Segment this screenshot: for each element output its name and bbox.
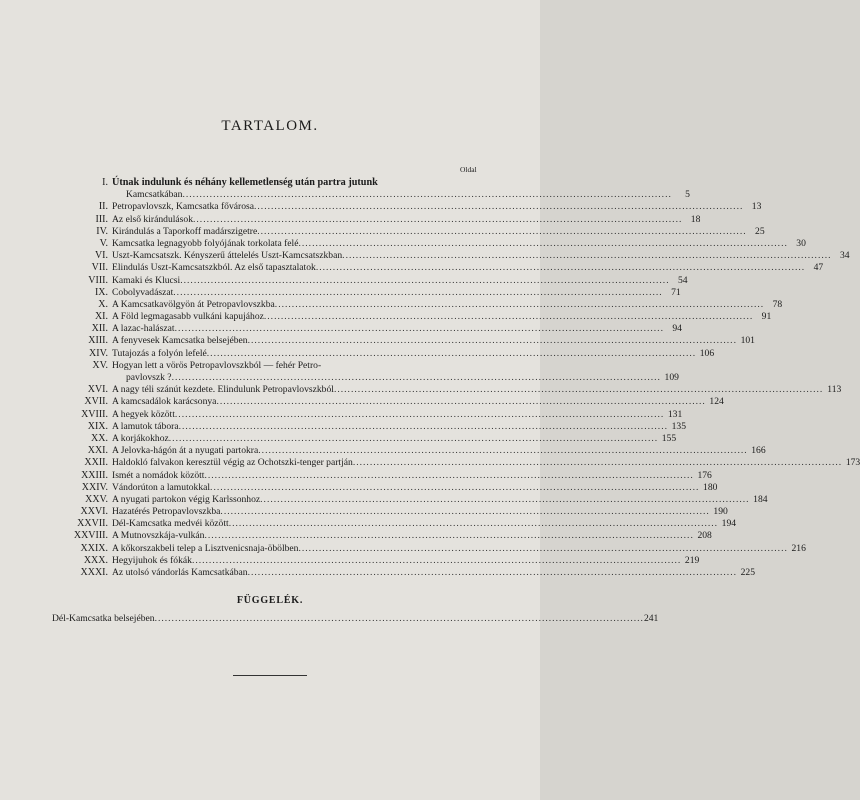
chapter-number: XX.	[91, 432, 108, 444]
chapter-title: Ismét a nomádok között	[112, 469, 205, 481]
dot-leader: ................................................................................................................................................	[182, 189, 672, 201]
chapter-number: IX.	[94, 286, 108, 298]
chapter-title: Vándorúton a lamutokkal	[112, 481, 211, 493]
page-number: 5	[685, 189, 690, 201]
chapter-entry	[112, 250, 850, 262]
dot-leader: ................................................................................................................................................	[220, 506, 710, 518]
dot-leader: ................................................................................................................................................	[174, 323, 664, 335]
chapter-number: VII.	[91, 262, 108, 274]
chapter-entry	[112, 493, 768, 506]
chapter-title: A nyugati partokon végig Karlssonhoz	[112, 493, 261, 505]
toc-row	[56, 420, 686, 433]
chapter-entry	[112, 469, 712, 482]
chapter-entry	[112, 396, 724, 408]
page-number: 34	[839, 250, 850, 262]
dot-leader: ................................................................................................................................................	[193, 213, 683, 225]
chapter-number: XXV.	[85, 493, 108, 505]
page-number: 173	[845, 457, 860, 469]
chapter-title: Cobolyvadászat	[112, 286, 174, 298]
toc-row	[56, 335, 755, 347]
toc-row	[56, 457, 860, 469]
chapter-number: XV.	[92, 359, 108, 371]
appendix-entry-page: 241	[643, 613, 659, 624]
toc-row	[56, 262, 824, 274]
chapter-entry	[112, 213, 701, 226]
toc-row	[56, 189, 690, 201]
chapter-title: Hazatérés Petropavlovszkba	[112, 506, 221, 518]
toc-row	[56, 213, 701, 226]
dot-leader: ................................................................................................................................................	[204, 530, 694, 542]
chapter-entry	[112, 420, 686, 433]
chapter-number: XXIX.	[80, 542, 108, 554]
chapter-number: XXVIII.	[73, 530, 108, 542]
chapter-number: V.	[99, 237, 108, 249]
dot-leader: ................................................................................................................................................	[174, 408, 665, 420]
toc-row	[56, 518, 737, 530]
toc-row	[56, 493, 768, 506]
chapter-title: A lamutok tábora	[112, 420, 179, 432]
chapter-entry	[112, 347, 715, 360]
chapter-number: XVII.	[84, 396, 108, 408]
chapter-number: III.	[95, 213, 108, 225]
toc-row	[56, 250, 850, 262]
toc-row	[56, 396, 724, 408]
chapter-number: II.	[98, 201, 108, 213]
toc-row	[56, 347, 715, 360]
toc-row	[56, 201, 762, 213]
chapter-number: VI.	[94, 250, 108, 262]
chapter-entry	[126, 372, 679, 384]
toc-row	[56, 506, 728, 518]
toc-row	[56, 445, 766, 457]
toc-row	[56, 323, 682, 335]
chapter-title: Hogyan lett a vörös Petropavlovszkból — fehér Petro-	[112, 359, 322, 371]
chapter-entry	[112, 530, 712, 542]
chapter-entry	[112, 481, 718, 494]
appendix-entry	[52, 613, 659, 624]
toc-row	[56, 408, 683, 421]
chapter-title: pavlovszk ?	[126, 372, 172, 383]
dot-leader: ................................................................................................................................................	[274, 298, 765, 310]
chapter-entry	[112, 274, 688, 287]
chapter-entry	[112, 311, 772, 323]
chapter-title: Petropavlovszk, Kamcsatka fővárosa	[112, 201, 254, 213]
chapter-title: Kirándulás a Taporkoff madárszigetre	[112, 225, 258, 237]
toc-row	[56, 177, 486, 189]
page-number: 113	[827, 384, 842, 396]
dot-leader: ................................................................................................................................................	[315, 262, 806, 274]
appendix-heading: FÜGGELÉK.	[236, 595, 304, 606]
dot-leader: ................................................................................................................................................	[228, 518, 719, 530]
page-title: TARTALOM.	[221, 118, 319, 134]
dot-leader: ................................................................................................................................................	[180, 274, 670, 286]
chapter-number: IV.	[96, 225, 108, 237]
dot-leader: ................................................................................................................................................	[168, 432, 659, 444]
dot-leader: ................................................................................................................................................	[216, 396, 706, 408]
chapter-title: Hegyijuhok és fókák	[112, 554, 192, 566]
chapter-title: A nagy téli szánút kezdete. Elindulunk Petropavlovszkból	[112, 384, 334, 396]
chapter-title: Kamaki és Klucsi	[112, 274, 181, 286]
chapter-number: XII.	[91, 323, 108, 335]
chapter-entry	[112, 554, 700, 567]
toc-row	[56, 432, 677, 445]
chapter-number: XIV.	[89, 347, 108, 359]
chapter-entry	[112, 262, 824, 274]
chapter-entry	[126, 189, 690, 201]
toc-row	[56, 554, 700, 567]
dot-leader: ................................................................................................................................................	[173, 286, 663, 298]
chapter-entry	[112, 237, 806, 250]
page-number: 194	[721, 518, 737, 530]
dot-leader: ................................................................................................................................................	[258, 445, 748, 457]
chapter-title: A Föld legmagasabb vulkáni kapujához	[112, 311, 264, 323]
chapter-entry	[112, 518, 737, 530]
toc-row	[56, 225, 765, 238]
page-number: 166	[751, 445, 766, 457]
chapter-title: A Mutnovszkája-vulkán	[112, 530, 205, 542]
chapter-number: XVI.	[87, 384, 108, 396]
appendix-entry-leader: ................................................................................................................................................	[154, 613, 644, 624]
dot-leader: ................................................................................................................................................	[260, 493, 750, 505]
end-rule	[233, 675, 307, 676]
page-number: 180	[703, 481, 718, 493]
dot-leader: ................................................................................................................................................	[210, 481, 700, 493]
chapter-number: XVIII.	[81, 408, 108, 420]
page-number: 91	[761, 311, 772, 323]
chapter-title: A kőkorszakbeli telep a Lisztvenicsnaja-öbölben	[112, 542, 299, 554]
dot-leader: ................................................................................................................................................	[342, 250, 832, 262]
chapter-number: XIII.	[88, 335, 108, 347]
toc-row	[56, 360, 486, 372]
chapter-entry	[112, 323, 682, 335]
page-number: 30	[796, 237, 806, 249]
chapter-entry	[112, 384, 842, 396]
toc-row	[56, 372, 679, 384]
dot-leader: ................................................................................................................................................	[298, 542, 788, 554]
page-number: 94	[672, 323, 682, 335]
chapter-title: A kamcsadálok karácsonya	[112, 396, 217, 408]
chapter-number: I.	[102, 177, 108, 188]
chapter-entry	[112, 567, 755, 579]
chapter-number: VIII.	[88, 274, 108, 286]
toc-row	[56, 237, 806, 250]
chapter-number: XXXI.	[80, 567, 108, 578]
toc-row	[56, 567, 755, 579]
toc-row	[56, 384, 842, 396]
toc-row	[56, 298, 783, 311]
chapter-entry	[112, 408, 683, 421]
dot-leader: ................................................................................................................................................	[257, 225, 747, 237]
dot-leader: ................................................................................................................................................	[206, 347, 697, 359]
page-number: 155	[661, 432, 677, 444]
page-number: 124	[709, 396, 724, 408]
chapter-number: X.	[98, 298, 108, 310]
dot-leader: ................................................................................................................................................	[204, 469, 694, 481]
chapter-title: A korjákokhoz	[112, 432, 169, 444]
page-number: 25	[755, 225, 765, 237]
chapter-entry	[112, 457, 860, 469]
page-number: 225	[740, 567, 755, 578]
toc-row	[56, 286, 681, 299]
chapter-number: XXII.	[84, 457, 108, 469]
page-number: 184	[753, 493, 768, 505]
chapter-title: Kamcsatka legnagyobb folyójának torkolata felé	[112, 237, 299, 249]
page-column-label: Oldal	[460, 165, 477, 174]
toc-row	[56, 311, 772, 323]
page-number: 135	[671, 420, 686, 432]
chapter-title: Elindulás Uszt-Kamcsatszkból. Az első tapasztalatok	[112, 262, 316, 274]
page-number: 190	[713, 506, 728, 518]
dot-leader: ................................................................................................................................................	[298, 237, 788, 249]
page-number: 131	[667, 408, 683, 420]
chapter-title: Haldokló falvakon keresztül végig az Ochotszki-tenger partján	[112, 457, 353, 469]
page-number: 208	[697, 530, 712, 542]
chapter-entry	[112, 286, 681, 299]
chapter-entry	[112, 335, 755, 347]
page-number: 101	[740, 335, 755, 347]
chapter-title: Tutajozás a folyón lefelé	[112, 347, 207, 359]
chapter-number: XXVII.	[77, 518, 108, 530]
appendix-entry-text: Dél-Kamcsatka belsejében	[52, 613, 155, 624]
chapter-title: A lazac-halászat	[112, 323, 175, 335]
dot-leader: ................................................................................................................................................	[254, 201, 744, 213]
chapter-number: XXVI.	[80, 506, 108, 518]
chapter-number: XXI.	[87, 445, 108, 457]
dot-leader: ................................................................................................................................................	[171, 372, 661, 383]
chapter-entry	[112, 298, 783, 311]
page-number: 216	[791, 542, 806, 554]
chapter-number: XIX.	[87, 420, 108, 432]
toc-row	[56, 530, 712, 542]
chapter-title: Uszt-Kamcsatszk. Kényszerű áttelelés Uszt-Kamcsatszkban	[112, 250, 343, 262]
page-number: 78	[772, 298, 783, 310]
page-number: 176	[697, 469, 712, 481]
chapter-entry	[112, 201, 762, 213]
table-of-contents	[56, 177, 860, 579]
page-number: 71	[671, 286, 681, 298]
dot-leader: ................................................................................................................................................	[263, 311, 754, 323]
chapter-title: Dél-Kamcsatka medvéi között	[112, 518, 229, 530]
toc-row	[56, 469, 712, 482]
page-number: 18	[690, 213, 701, 225]
chapter-title: Útnak indulunk és néhány kellemetlenség után partra jutunk	[112, 177, 378, 188]
chapter-title: Az utolsó vándorlás Kamcsatkában	[112, 567, 248, 578]
chapter-entry	[112, 542, 806, 555]
chapter-number: XI.	[94, 311, 108, 323]
chapter-entry	[112, 360, 486, 372]
dot-leader: ................................................................................................................................................	[178, 420, 668, 432]
chapter-title: A fenyvesek Kamcsatka belsejében	[112, 335, 248, 347]
chapter-entry	[112, 225, 765, 238]
toc-row	[56, 481, 718, 494]
page-number: 13	[751, 201, 762, 213]
chapter-title: Az első kirándulások	[112, 213, 193, 225]
chapter-entry	[112, 432, 677, 445]
dot-leader: ................................................................................................................................................	[191, 554, 682, 566]
dot-leader: ................................................................................................................................................	[352, 457, 843, 469]
chapter-number: XXX.	[83, 554, 108, 566]
dot-leader: ................................................................................................................................................	[247, 567, 737, 578]
dot-leader: ................................................................................................................................................	[247, 335, 737, 347]
page-number: 54	[678, 274, 688, 286]
chapter-title: Kamcsatkában	[126, 189, 183, 201]
chapter-title: A hegyek között	[112, 408, 175, 420]
chapter-number: XXIII.	[81, 469, 108, 481]
chapter-entry	[112, 177, 486, 189]
dot-leader: ................................................................................................................................................	[333, 384, 824, 396]
chapter-entry	[112, 445, 766, 457]
page-number: 109	[664, 372, 679, 383]
page-number: 219	[684, 554, 700, 566]
chapter-entry	[112, 506, 728, 518]
page-number: 47	[813, 262, 824, 274]
page-number: 106	[699, 347, 715, 359]
chapter-title: A Kamcsatkavölgyön át Petropavlovszkba	[112, 298, 275, 310]
chapter-number: XXIV.	[81, 481, 108, 493]
chapter-title: A Jelovka-hágón át a nyugati partokra	[112, 445, 259, 457]
toc-row	[56, 274, 688, 287]
toc-row	[56, 542, 806, 555]
